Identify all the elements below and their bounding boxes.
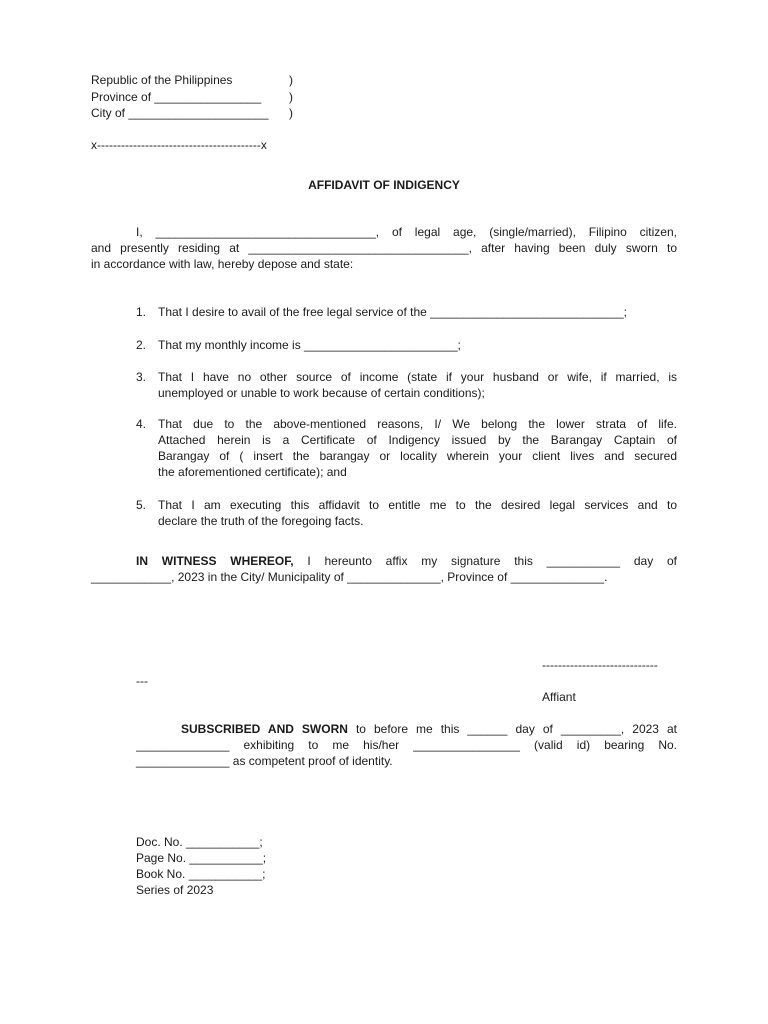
item-text: Attached herein is a Certificate of Indigency issued by the Barangay Captain of: [158, 433, 677, 447]
jurat-line-3: ______________ as competent proof of identity.: [136, 754, 393, 768]
header-paren: ): [289, 106, 293, 120]
item-number: 2.: [136, 338, 147, 352]
jurat-heading: SUBSCRIBED AND SWORN: [181, 722, 348, 736]
item-text: That due to the above-mentioned reasons, I/ We belong the lower strata of life.: [158, 417, 677, 431]
header-paren: ): [289, 90, 293, 104]
jurat-paragraph: [136, 721, 677, 769]
witness-heading: IN WITNESS WHEREOF,: [136, 554, 294, 568]
header-paren: ): [289, 73, 293, 87]
affiant-label: Affiant: [542, 690, 576, 704]
signature-line: -----------------------------: [542, 658, 658, 672]
item-text: the aforementioned certificate); and: [158, 465, 347, 479]
intro-line-1: I, _________________________________, of legal age, (single/married), Filipino citizen,: [136, 225, 677, 239]
item-text: Barangay of ( insert the barangay or locality wherein your client lives and secured: [158, 449, 677, 463]
header-city: City of _____________________: [91, 106, 269, 120]
item-text: That I am executing this affidavit to entitle me to the desired legal services and to: [158, 498, 677, 512]
item-text: That I have no other source of income (state if your husband or wife, if married, is: [158, 370, 677, 384]
header-separator: x-----------------------------------------x: [91, 138, 267, 152]
intro-line-3: in accordance with law, hereby depose and state:: [91, 257, 354, 271]
item-text: That I desire to avail of the free legal service of the _____________________________;: [158, 305, 628, 319]
series-year: Series of 2023: [136, 883, 214, 897]
page-number: Page No. ___________;: [136, 851, 267, 865]
item-number: 1.: [136, 305, 147, 319]
header-republic: Republic of the Philippines: [91, 73, 233, 87]
jurat-line-1: to before me this ______ day of _________, 2023 at: [347, 722, 677, 736]
witness-line-2: ____________, 2023 in the City/ Municipality of ______________, Province of ______________.: [91, 570, 608, 584]
item-number: 3.: [136, 370, 147, 384]
item-number: 5.: [136, 498, 147, 512]
intro-line-2: and presently residing at _________________________________, after having been duly sworn to: [91, 241, 677, 255]
signature-line-wrap: ---: [136, 674, 148, 688]
header-province: Province of ________________: [91, 90, 262, 104]
item-number: 4.: [136, 417, 147, 431]
book-number: Book No. ___________;: [136, 867, 266, 881]
jurat-line-2: ______________ exhibiting to me his/her ________________ (valid id) bearing No.: [136, 738, 677, 752]
intro-paragraph: [91, 224, 677, 272]
witness-paragraph: [91, 553, 677, 585]
item-text: declare the truth of the foregoing facts.: [158, 514, 364, 528]
item-text: unemployed or unable to work because of certain conditions);: [158, 386, 485, 400]
witness-line-1: I hereunto affix my signature this ___________ day of: [293, 554, 677, 568]
document-title: AFFIDAVIT OF INDIGENCY: [308, 178, 460, 192]
doc-number: Doc. No. ___________;: [136, 835, 263, 849]
item-text: That my monthly income is _______________________;: [158, 338, 461, 352]
